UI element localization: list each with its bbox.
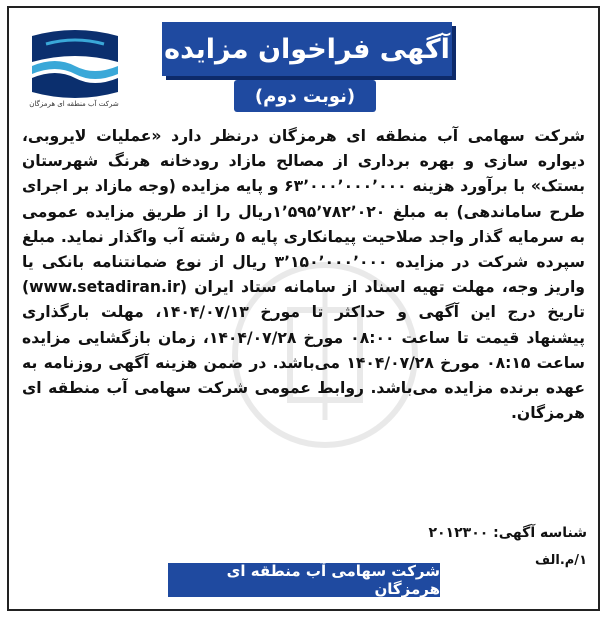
notice-paragraph: شرکت سهامی آب منطقه ای هرمزگان درنظر دارد «عملیات لایروبی، دیواره سازی و بهره برداری از مصالح مازاد رودخانه هرنگ شهرستان بستک» با برآورد هزینه ۶۳٬۰۰۰٬۰۰۰٬۰۰۰ و پایه مزایده (وجه مازاد بر اجرای طرح ساماندهی) به مبلغ ۱٬۵۹۵٬۷۸۲٬۰۲۰ریال را از طریق مزایده عمومی به سرمایه گذار واجد صلاحیت پیمانکاری پایه ۵ رشته آب واگذار نماید. مبلغ سپرده شرکت در مزایده ۳٬۱۵۰٬۰۰۰٬۰۰۰ ریال از نوع ضمانتنامه بانکی یا واریز وجه، مهلت تهیه اسناد از سامانه ستاد ایران (www.setadiran.ir) تاریخ درج این آگهی و حداکثر تا مورخ ۱۴۰۴/۰۷/۱۳، مهلت بارگذاری پیشنهاد قیمت تا ساعت ۰۸:۰۰ مورخ ۱۴۰۴/۰۷/۲۸، زمان بازگشایی مزایده ساعت ۰۸:۱۵ مورخ ۱۴۰۴/۰۷/۲۸ می‌باشد. در ضمن هزینه آگهی روزنامه به عهده برنده مزایده می‌باشد. روابط عمومی شرکت سهامی آب منطقه ای هرمزگان.	[22, 127, 585, 423]
logo-caption: شرکت آب منطقه ای هرمزگان	[29, 100, 119, 108]
notice-round: (نوبت دوم)	[234, 80, 376, 112]
notice-body	[22, 124, 585, 426]
notice-title: آگهی فراخوان مزایده	[162, 22, 452, 76]
ad-id: شناسه آگهی: ۲۰۱۲۳۰۰	[428, 525, 587, 541]
company-name-banner: شرکت سهامی آب منطقه ای هرمزگان	[168, 563, 440, 597]
ad-code: ۱/م.الف	[535, 553, 587, 568]
water-wave-icon	[26, 26, 124, 104]
